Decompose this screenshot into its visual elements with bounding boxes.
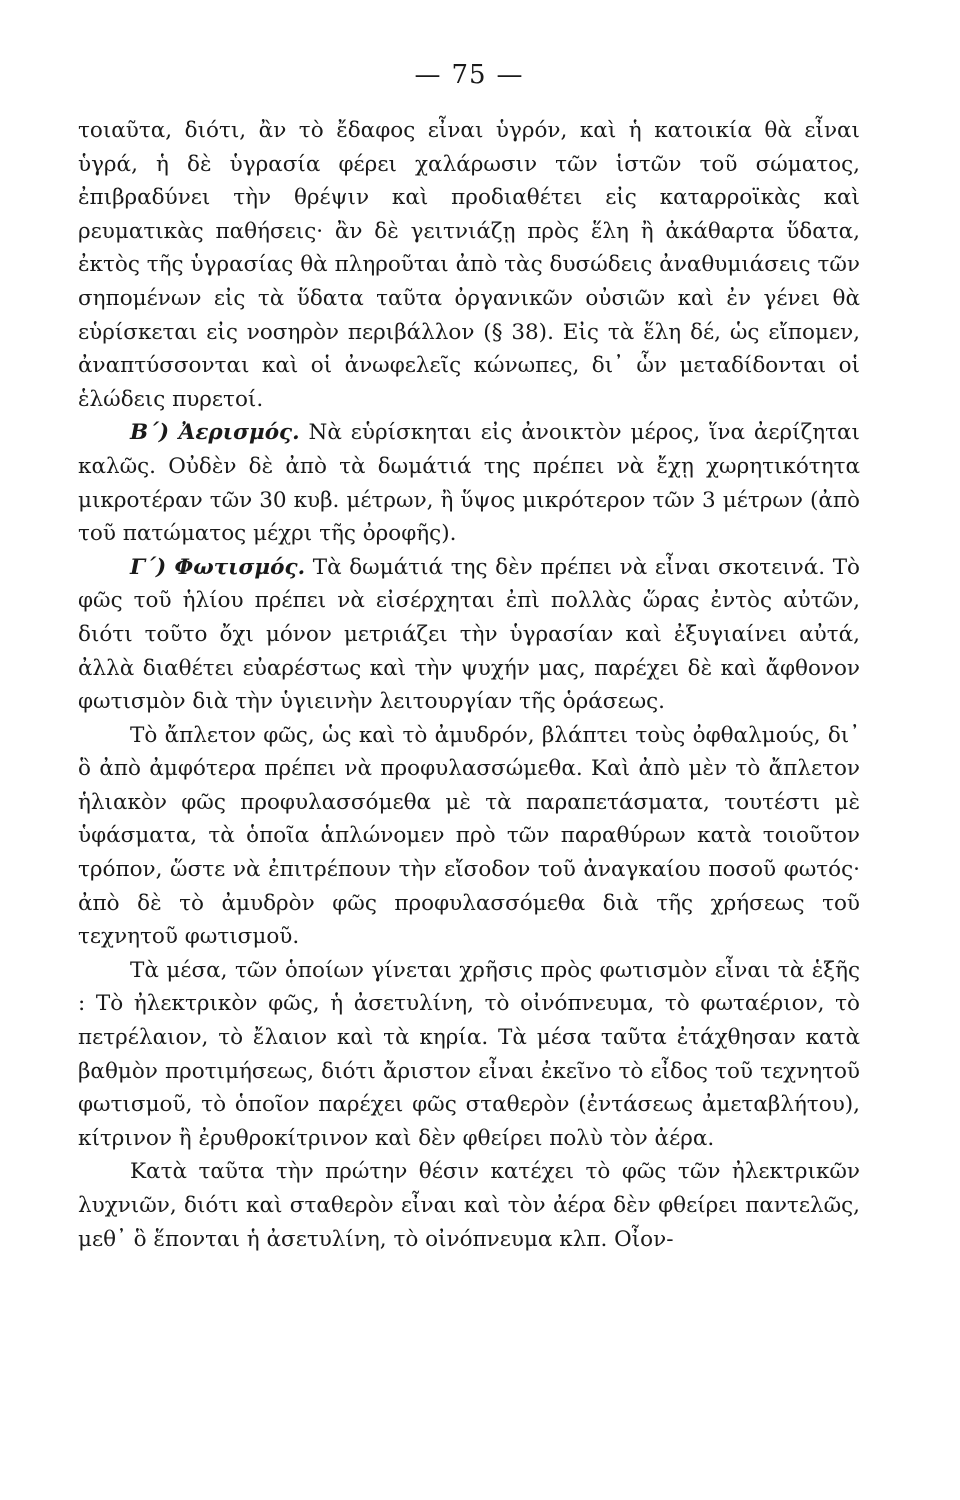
page-number: 75 xyxy=(451,60,487,90)
paragraph-2 xyxy=(78,416,860,550)
header-dash-right: — xyxy=(496,60,524,90)
paragraph-4: Τὸ ἄπλετον φῶς, ὡς καὶ τὸ ἀμυδρόν, βλάπτει τοὺς ὀφθαλμούς, δι᾽ ὃ ἀπὸ ἀμφότερα πρέπει νὰ προφυλασσώμεθα. Καὶ ἀπὸ μὲν τὸ ἄπλετον ἡλιακὸν φῶς προφυλασσόμεθα μὲ τὰ παραπετάσματα, τουτέστι μὲ ὑφάσματα, τὰ ὁποῖα ἁπλώνομεν πρὸ τῶν παραθύρων κατὰ τοιοῦτον τρόπον, ὥστε νὰ ἐπιτρέπουν τὴν εἴσοδον τοῦ ἀναγκαίου ποσοῦ φωτός· ἀπὸ δὲ τὸ ἀμυδρὸν φῶς προφυλασσόμεθα διὰ τῆς χρήσεως τοῦ τεχνητοῦ φωτισμοῦ. xyxy=(78,722,860,950)
page-header xyxy=(78,0,860,110)
paragraph-3 xyxy=(78,551,860,719)
paragraph-5: Τὰ μέσα, τῶν ὁποίων γίνεται χρῆσις πρὸς φωτισμὸν εἶναι τὰ ἑξῆς : Τὸ ἠλεκτρικὸν φῶς, ἡ ἀσετυλίνη, τὸ οἰνόπνευμα, τὸ φωταέριον, τὸ πετρέλαιον, τὸ ἔλαιον καὶ τὰ κηρία. Τὰ μέσα ταῦτα ἐτάχθησαν κατὰ βαθμὸν προτιμήσεως, διότι ἄριστον εἶναι ἐκεῖνο τὸ εἶδος τοῦ τεχνητοῦ φωτισμοῦ, τὸ ὁποῖον παρέχει φῶς σταθερὸν (ἐντάσεως ἀμεταβλήτου), κίτρινον ἢ ἐρυθροκίτρινον καὶ δὲν φθείρει πολὺ τὸν ἀέρα. xyxy=(78,957,860,1151)
paragraph-3-text: Τὰ δωμάτιά της δὲν πρέπει νὰ εἶναι σκοτεινά. Τὸ φῶς τοῦ ἡλίου πρέπει νὰ εἰσέρχηται ἐπὶ πολλὰς ὥρας ἐντὸς αὐτῶν, διότι τοῦτο ὄχι μόνον μετριάζει τὴν ὑγρασίαν καὶ ἐξυγιαίνει αὐτά, ἀλλὰ διαθέτει εὐαρέστως καὶ τὴν ψυχήν μας, παρέχει δὲ καὶ ἄφθονον φωτισμὸν διὰ τὴν ὑγιεινὴν λειτουργίαν τῆς ὁράσεως. xyxy=(78,554,861,715)
body-text xyxy=(78,114,860,1256)
paragraph-2-text: Νὰ εὑρίσκηται εἰς ἀνοικτὸν μέρος, ἵνα ἀερίζηται καλῶς. Οὐδὲν δὲ ἀπὸ τὰ δωμάτιά της πρέπει νὰ ἔχῃ χωρητικότητα μικροτέραν τῶν 30 κυβ. μέτρων, ἢ ὕψος μικρότερον τῶν 3 μέτρων (ἀπὸ τοῦ πατώματος μέχρι τῆς ὀροφῆς). xyxy=(78,420,860,547)
header-dash-left: — xyxy=(414,60,442,90)
section-heading-lighting: Γ΄) Φωτισμός. xyxy=(130,554,306,580)
section-heading-ventilation: Β΄) Ἀερισμός. xyxy=(130,420,300,446)
paragraph-1: τοιαῦτα, διότι, ἂν τὸ ἔδαφος εἶναι ὑγρόν, καὶ ἡ κατοικία θὰ εἶναι ὑγρά, ἡ δὲ ὑγρασία φέρει χαλάρωσιν τῶν ἱστῶν τοῦ σώματος, ἐπιβραδύνει τὴν θρέψιν καὶ προδιαθέτει εἰς καταρροϊκὰς καὶ ρευματικὰς παθήσεις· ἂν δὲ γειτνιάζῃ πρὸς ἕλη ἢ ἀκάθαρτα ὕδατα, ἐκτὸς τῆς ὑγρασίας θὰ πληροῦται ἀπὸ τὰς δυσώδεις ἀναθυμιάσεις τῶν σηπομένων εἰς τὰ ὕδατα ταῦτα ὀργανικῶν οὐσιῶν καὶ ἐν γένει θὰ εὑρίσκεται εἰς νοσηρὸν περιβάλλον (§ 38). Εἰς τὰ ἕλη δέ, ὡς εἴπομεν, ἀναπτύσσονται καὶ οἱ ἀνωφελεῖς κώνωπες, δι᾽ ὧν μεταδίδονται οἱ ἑλώδεις πυρετοί. xyxy=(78,118,860,412)
paragraph-6: Κατὰ ταῦτα τὴν πρώτην θέσιν κατέχει τὸ φῶς τῶν ἠλεκτρικῶν λυχνιῶν, διότι καὶ σταθερὸν εἶναι καὶ τὸν ἀέρα δὲν φθείρει παντελῶς, μεθ᾽ ὃ ἕπονται ἡ ἀσετυλίνη, τὸ οἰνόπνευμα κλπ. Οἶον- xyxy=(78,1159,860,1252)
